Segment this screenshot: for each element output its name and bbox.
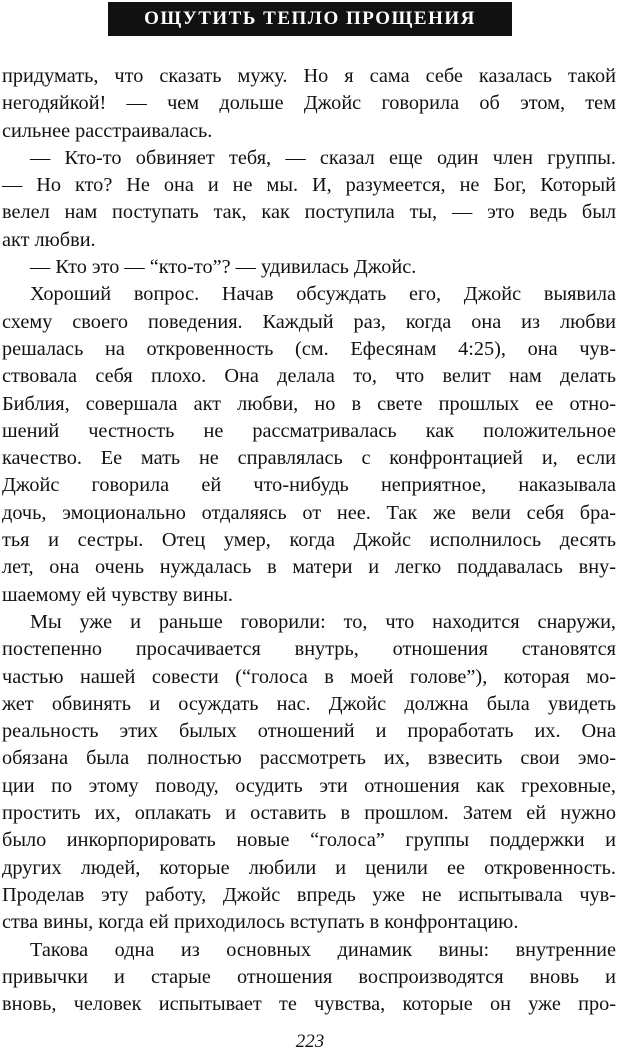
text-line: — Кто-то обвиняет тебя, — сказал еще один член группы. bbox=[30, 146, 616, 169]
text-line: обязана была полностью рассмотреть их, взвесить свои эмо- bbox=[2, 747, 616, 770]
text-line: — Но кто? Не она и не мы. И, разумеется, не Бог, Который bbox=[2, 174, 616, 197]
text-line: негодяйкой! — чем дольше Джойс говорила об этом, тем bbox=[2, 92, 616, 115]
text-line: Проделав эту работу, Джойс впредь уже не испытывала чув- bbox=[2, 883, 616, 906]
text-line: — Кто это — “кто-то”? — удивилась Джойс. bbox=[30, 256, 417, 279]
text-line: придумать, что сказать мужу. Но я сама себе казалась такой bbox=[2, 65, 616, 87]
page-number: 223 bbox=[295, 1031, 325, 1052]
text-line: частью нашей совести (“голоса в моей голове”), которая мо- bbox=[2, 665, 616, 688]
text-line: жет обвинять и осуждать нас. Джойс должна была увидеть bbox=[2, 692, 616, 715]
text-line: постепенно просачивается внутрь, отношения становятся bbox=[2, 638, 616, 661]
text-line: лет, она очень нуждалась в матери и легко поддавалась вну- bbox=[2, 556, 616, 579]
body-text bbox=[0, 63, 620, 1018]
text-line: шений честность не рассматривалась как положительное bbox=[2, 419, 616, 442]
text-line: вновь, человек испытывает те чувства, которые он уже про- bbox=[2, 993, 616, 1016]
text-line: качество. Ее мать не справлялась с конфронтацией и, если bbox=[2, 447, 616, 470]
text-line: других людей, которые любили и ценили ее откровенность. bbox=[2, 856, 616, 879]
running-header: ОЩУТИТЬ ТЕПЛО ПРОЩЕНИЯ bbox=[108, 2, 512, 36]
text-line: акт любви. bbox=[2, 228, 96, 251]
text-line: ствовала себя плохо. Она делала то, что велит нам делать bbox=[2, 365, 616, 388]
text-line: тья и сестры. Отец умер, когда Джойс исполнилось десять bbox=[2, 529, 616, 552]
text-line: Библия, совершала акт любви, но в свете прошлых ее отно- bbox=[2, 392, 616, 415]
text-line: Хороший вопрос. Начав обсуждать его, Джойс выявила bbox=[30, 283, 616, 306]
text-line: Джойс говорила ей что-нибудь неприятное, наказывала bbox=[2, 474, 616, 497]
text-line: велел нам поступать так, как поступила ты, — это ведь был bbox=[2, 201, 616, 224]
text-line: ции по этому поводу, осудить эти отношения как греховные, bbox=[2, 774, 616, 797]
text-line: Такова одна из основных динамик вины: внутренние bbox=[30, 938, 616, 961]
text-line: решалась на откровенность (см. Ефесянам 4:25), она чув- bbox=[2, 337, 616, 360]
text-line: ства вины, когда ей приходилось вступать в конфронтацию. bbox=[2, 911, 519, 934]
text-line: Мы уже и раньше говорили: то, что находится снаружи, bbox=[30, 610, 616, 633]
text-line: дочь, эмоционально отдаляясь от нее. Так же вели себя бра- bbox=[2, 501, 616, 524]
text-line: схему своего поведения. Каждый раз, когда она из любви bbox=[2, 310, 616, 333]
text-line: шаемому ей чувству вины. bbox=[2, 583, 233, 606]
text-line: привычки и старые отношения воспроизводятся вновь и bbox=[2, 965, 616, 988]
text-line: сильнее расстраивалась. bbox=[2, 119, 213, 142]
text-line: было инкорпорировать новые “голоса” группы поддержки и bbox=[2, 829, 616, 852]
text-line: реальность этих былых отношений и проработать их. Она bbox=[2, 720, 616, 743]
text-line: простить их, оплакать и оставить в прошлом. Затем ей нужно bbox=[2, 802, 616, 825]
